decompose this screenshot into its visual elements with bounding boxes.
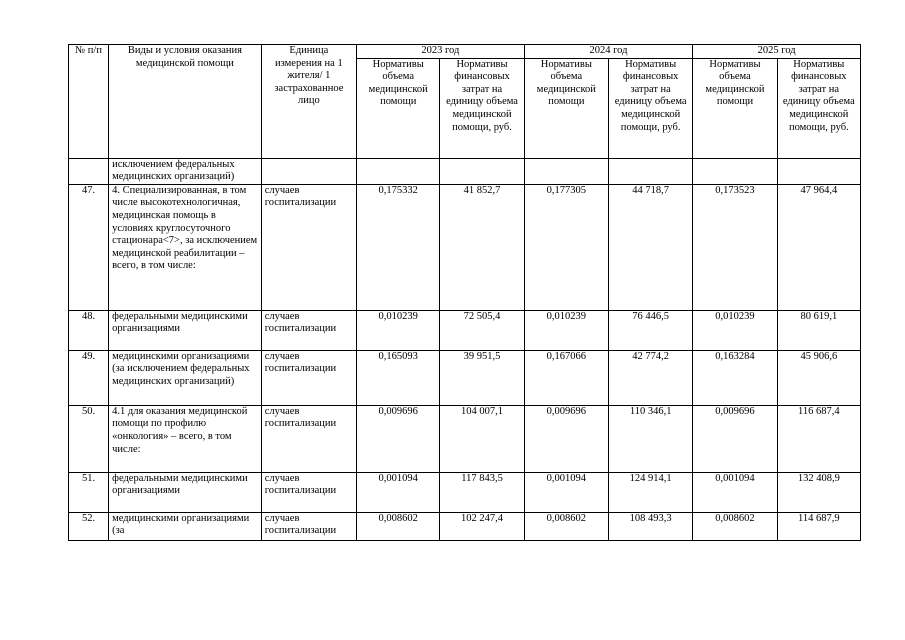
table-cell-cost-2024: 76 446,5 (609, 310, 693, 350)
table-cell-desc: 4. Специализированная, в том числе высокотехнологичная, медицинская помощь в условиях круглосуточного стационара<7>, за исключением медицинской реабилитации – всего, в том числе: (109, 184, 262, 310)
table-row (69, 405, 861, 472)
table-cell-norm-2025: 0,173523 (693, 184, 777, 310)
table-cell-norm-2024: 0,001094 (524, 472, 608, 512)
table-cell-empty (261, 158, 356, 184)
table-cell-empty (609, 158, 693, 184)
table-cell-empty (524, 158, 608, 184)
col-header-norm-2023: Нормативы объема медицинской помощи (357, 58, 440, 158)
table-cell-num: 52. (69, 512, 109, 540)
table-row (69, 472, 861, 512)
table-cell-desc: федеральными медицинскими организациями (109, 472, 262, 512)
col-header-year-2024: 2024 год (524, 45, 693, 59)
table-cell-desc: федеральными медицинскими организациями (109, 310, 262, 350)
table-cell-cost-2024: 110 346,1 (609, 405, 693, 472)
table-cell-norm-2024: 0,177305 (524, 184, 608, 310)
table-cell-unit: случаев госпитализации (261, 512, 356, 540)
table-cell-norm-2023: 0,165093 (357, 350, 440, 405)
table-cell-norm-2025: 0,010239 (693, 310, 777, 350)
table-cell-norm-2024: 0,010239 (524, 310, 608, 350)
table-cell-num: 51. (69, 472, 109, 512)
table-cell-norm-2025: 0,163284 (693, 350, 777, 405)
col-header-year-2023: 2023 год (357, 45, 525, 59)
col-header-year-2025: 2025 год (693, 45, 861, 59)
medical-care-norms-table (68, 44, 861, 541)
table-cell-norm-2024: 0,167066 (524, 350, 608, 405)
table-row (69, 512, 861, 540)
table-cell-norm-2024: 0,009696 (524, 405, 608, 472)
table-cell-cost-2025: 45 906,6 (777, 350, 860, 405)
table-row (69, 350, 861, 405)
table-cell-cost-2024: 108 493,3 (609, 512, 693, 540)
table-cell-desc: медицинскими организациями (за исключением федеральных медицинских организаций) (109, 350, 262, 405)
table-cell-cost-2023: 104 007,1 (440, 405, 524, 472)
table-cell-desc: медицинскими организациями (за (109, 512, 262, 540)
table-cell-unit: случаев госпитализации (261, 350, 356, 405)
table-cell-norm-2025: 0,009696 (693, 405, 777, 472)
col-header-num: № п/п (69, 45, 109, 159)
table-cell-unit: случаев госпитализации (261, 184, 356, 310)
col-header-types: Виды и условия оказания медицинской помощи (109, 45, 262, 159)
table-cell-norm-2023: 0,010239 (357, 310, 440, 350)
col-header-cost-2023: Нормативы финансовых затрат на единицу объема медицинской помощи, руб. (440, 58, 524, 158)
table-cell-num: 50. (69, 405, 109, 472)
table-cell-empty (357, 158, 440, 184)
table-cell-cost-2023: 41 852,7 (440, 184, 524, 310)
table-cell-desc: исключением федеральных медицинских организаций) (109, 158, 262, 184)
col-header-norm-2025: Нормативы объема медицинской помощи (693, 58, 777, 158)
table-cell-empty (777, 158, 860, 184)
table-cell-cost-2025: 132 408,9 (777, 472, 860, 512)
col-header-norm-2024: Нормативы объема медицинской помощи (524, 58, 608, 158)
table-cell-num: 49. (69, 350, 109, 405)
table-cell-cost-2023: 117 843,5 (440, 472, 524, 512)
table-cell-cost-2025: 114 687,9 (777, 512, 860, 540)
table-cell-cost-2025: 47 964,4 (777, 184, 860, 310)
table-cell-unit: случаев госпитализации (261, 310, 356, 350)
table-cell-unit: случаев госпитализации (261, 472, 356, 512)
col-header-unit: Единица измерения на 1 жителя/ 1 застрахованное лицо (261, 45, 356, 159)
table-cell-norm-2023: 0,008602 (357, 512, 440, 540)
table-cell-unit: случаев госпитализации (261, 405, 356, 472)
table-cell-cost-2024: 42 774,2 (609, 350, 693, 405)
table-cell-num: 47. (69, 184, 109, 310)
table-cell-cost-2023: 102 247,4 (440, 512, 524, 540)
table-cell-norm-2023: 0,001094 (357, 472, 440, 512)
table-cell-desc: 4.1 для оказания медицинской помощи по профилю «онкология» – всего, в том числе: (109, 405, 262, 472)
table-cell-empty (693, 158, 777, 184)
table-cell-cost-2024: 124 914,1 (609, 472, 693, 512)
table-cell-cost-2024: 44 718,7 (609, 184, 693, 310)
table-cell-empty (440, 158, 524, 184)
table-cell-empty (69, 158, 109, 184)
col-header-cost-2024: Нормативы финансовых затрат на единицу объема медицинской помощи, руб. (609, 58, 693, 158)
table-cell-norm-2024: 0,008602 (524, 512, 608, 540)
table-row (69, 184, 861, 310)
table-cell-cost-2023: 39 951,5 (440, 350, 524, 405)
table-row-continuation (69, 158, 861, 184)
table-cell-norm-2023: 0,175332 (357, 184, 440, 310)
table-cell-cost-2023: 72 505,4 (440, 310, 524, 350)
table-row (69, 310, 861, 350)
col-header-cost-2025: Нормативы финансовых затрат на единицу объема медицинской помощи, руб. (777, 58, 860, 158)
table-cell-norm-2025: 0,001094 (693, 472, 777, 512)
table-cell-cost-2025: 116 687,4 (777, 405, 860, 472)
table-cell-norm-2023: 0,009696 (357, 405, 440, 472)
table-cell-cost-2025: 80 619,1 (777, 310, 860, 350)
table-cell-num: 48. (69, 310, 109, 350)
table-cell-norm-2025: 0,008602 (693, 512, 777, 540)
